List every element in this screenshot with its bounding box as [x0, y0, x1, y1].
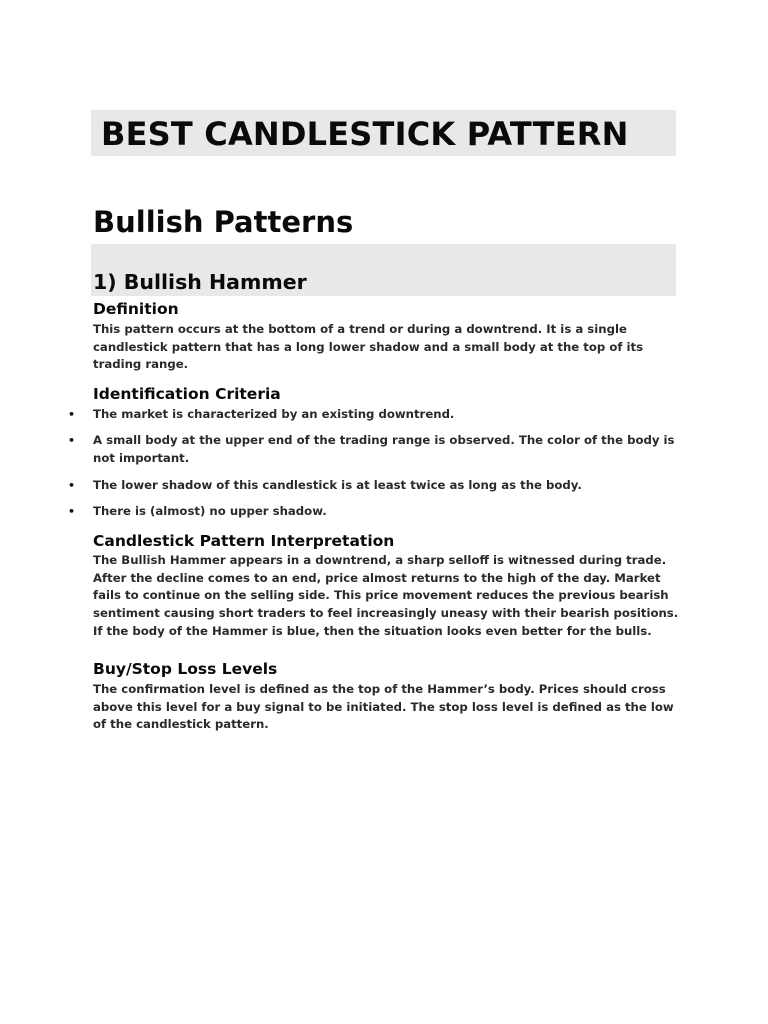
- pattern-title: 1) Bullish Hammer: [93, 270, 307, 294]
- bullet-icon: •: [68, 408, 76, 421]
- definition-text: This pattern occurs at the bottom of a trend or during a downtrend. It is a single candlestick pattern that has a long lower shadow and a small body at the top of its trading range.: [93, 322, 644, 372]
- list-item: [68, 503, 679, 521]
- list-item-text: A small body at the upper end of the trading range is observed. The color of the body is not important.: [93, 433, 675, 465]
- bullet-icon: •: [68, 505, 76, 518]
- section-title: Bullish Patterns: [93, 205, 354, 239]
- list-item: [68, 432, 679, 467]
- definition-heading: Definition: [93, 300, 179, 318]
- list-item-text: The market is characterized by an existing downtrend.: [93, 407, 455, 421]
- identification-heading: Identification Criteria: [93, 385, 281, 403]
- list-item-text: The lower shadow of this candlestick is at least twice as long as the body.: [93, 478, 582, 492]
- interpretation-text: The Bullish Hammer appears in a downtrend, a sharp selloff is witnessed during trade. After the decline comes to an end, price almost returns to the high of the day. Market fails to continue on the selling side. This price movement reduces the previous bearish sentiment causing short traders to feel increasingly uneasy with their bearish positions. If the body of the Hammer is blue, then the situation looks even better for the bulls.: [93, 553, 679, 638]
- bullet-icon: •: [68, 434, 76, 447]
- interpretation-heading: Candlestick Pattern Interpretation: [93, 532, 395, 550]
- list-item: [68, 406, 679, 424]
- bullet-icon: •: [68, 479, 76, 492]
- levels-heading: Buy/Stop Loss Levels: [93, 660, 278, 678]
- list-item-text: There is (almost) no upper shadow.: [93, 504, 327, 518]
- list-item: [68, 477, 679, 495]
- document-title: BEST CANDLESTICK PATTERN: [101, 115, 629, 153]
- levels-text: The confirmation level is defined as the top of the Hammer’s body. Prices should cross above this level for a buy signal to be initiated. The stop loss level is defined as the low of the candlestick pattern.: [93, 682, 674, 732]
